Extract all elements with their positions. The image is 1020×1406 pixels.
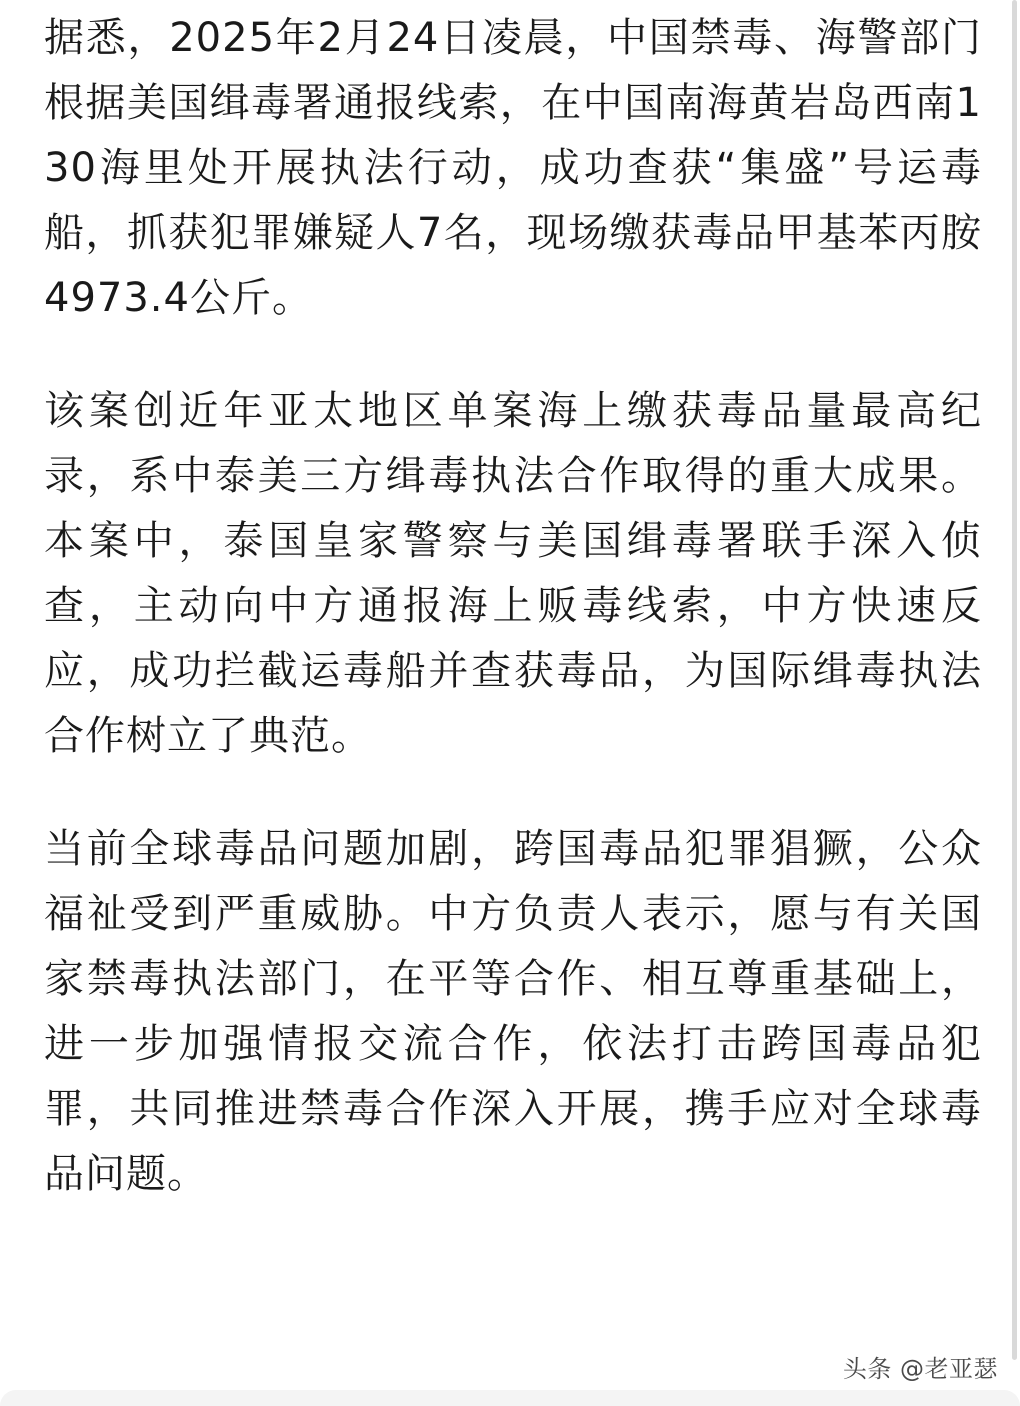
scrollbar-thumb[interactable] bbox=[1012, 0, 1017, 1360]
paragraph-2: 该案创近年亚太地区单案海上缴获毒品量最高纪录，系中泰美三方缉毒执法合作取得的重大成果。本案中，泰国皇家警察与美国缉毒署联手深入侦查，主动向中方通报海上贩毒线索，中方快速反应，成功拦截运毒船并查获毒品，为国际缉毒执法合作树立了典范。 bbox=[44, 388, 982, 759]
article-body bbox=[44, 6, 982, 1207]
source-watermark: 头条 @老亚瑟 bbox=[842, 1355, 998, 1383]
paragraph-3: 当前全球毒品问题加剧，跨国毒品犯罪猖獗，公众福祉受到严重威胁。中方负责人表示，愿与有关国家禁毒执法部门，在平等合作、相互尊重基础上，进一步加强情报交流合作，依法打击跨国毒品犯罪，共同推进禁毒合作深入开展，携手应对全球毒品问题。 bbox=[44, 826, 982, 1197]
bottom-panel-edge bbox=[0, 1390, 1020, 1406]
scrollbar-track[interactable] bbox=[1012, 0, 1017, 1360]
paragraph-1: 据悉，2025年2月24日凌晨，中国禁毒、海警部门根据美国缉毒署通报线索，在中国南海黄岩岛西南130海里处开展执法行动，成功查获“集盛”号运毒船，抓获犯罪嫌疑人7名，现场缴获毒品甲基苯丙胺4973.4公斤。 bbox=[44, 15, 982, 321]
